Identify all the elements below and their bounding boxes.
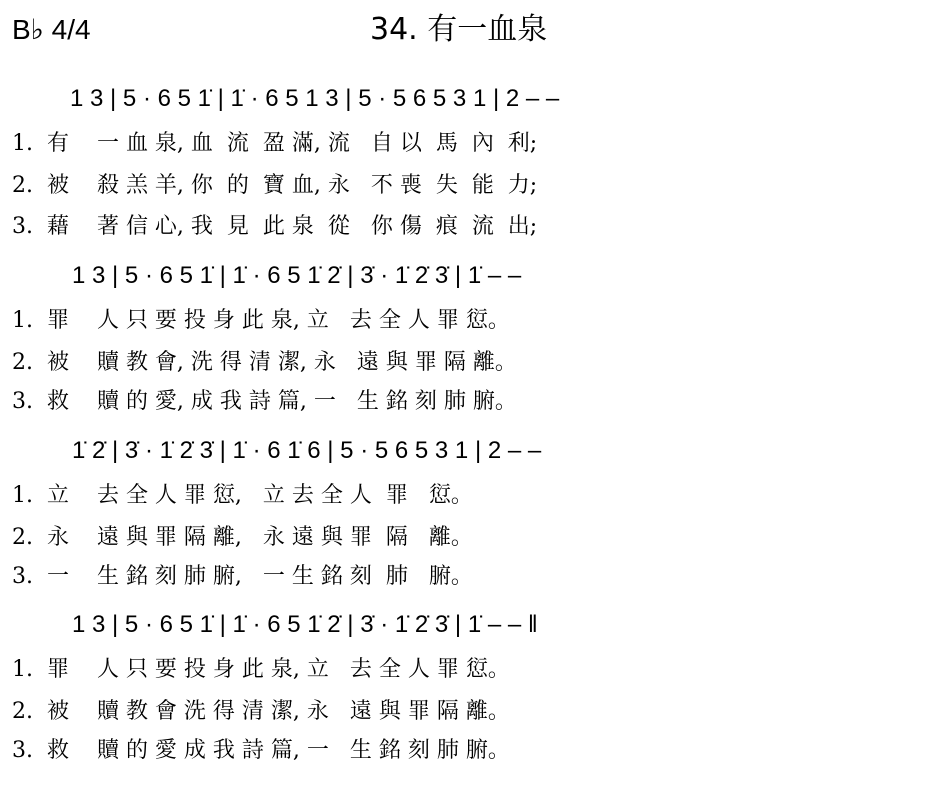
hymn-title: 34. 有一血泉 <box>370 12 548 47</box>
lyric-line-s3-v1: 1. 立 去 全 人 罪 愆, 立 去 全 人 罪 愆。 <box>12 483 473 508</box>
lyric-line-s3-v3: 3. 一 生 銘 刻 肺 腑, 一 生 銘 刻 肺 腑。 <box>12 564 473 589</box>
notation-system-1: 1 3 | 5 · 6 5 1̇ | 1̇ · 6 5 1 3 | 5 · 5 6 5 3 1 | 2 – – <box>70 85 560 112</box>
lyric-line-s2-v2: 2. 被 贖 教 會, 洗 得 清 潔, 永 遠 與 罪 隔 離。 <box>12 350 517 375</box>
lyric-line-s1-v2: 2. 被 殺 羔 羊, 你 的 寶 血, 永 不 喪 失 能 力; <box>12 173 538 198</box>
key-time-signature: B♭ 4/4 <box>12 14 91 45</box>
notation-system-3: 1̇ 2̇ | 3̇ · 1̇ 2̇ 3̇ | 1̇ · 6 1̇ 6 | 5 · 5 6 5 3 1 | 2 – – <box>72 437 542 464</box>
notation-system-4: 1 3 | 5 · 6 5 1̇ | 1̇ · 6 5 1̇ 2̇ | 3̇ · 1̇ 2̇ 3̇ | 1̇ – – ‖ <box>72 611 538 638</box>
lyric-line-s4-v2: 2. 被 贖 教 會 洗 得 清 潔, 永 遠 與 罪 隔 離。 <box>12 699 510 724</box>
lyric-line-s4-v3: 3. 救 贖 的 愛 成 我 詩 篇, 一 生 銘 刻 肺 腑。 <box>12 738 510 763</box>
lyric-line-s2-v1: 1. 罪 人 只 要 投 身 此 泉, 立 去 全 人 罪 愆。 <box>12 308 510 333</box>
lyric-line-s4-v1: 1. 罪 人 只 要 投 身 此 泉, 立 去 全 人 罪 愆。 <box>12 657 510 682</box>
lyric-line-s1-v1: 1. 有 一 血 泉, 血 流 盈 滿, 流 自 以 馬 內 利; <box>12 131 538 156</box>
lyric-line-s2-v3: 3. 救 贖 的 愛, 成 我 詩 篇, 一 生 銘 刻 肺 腑。 <box>12 389 517 414</box>
lyric-line-s3-v2: 2. 永 遠 與 罪 隔 離, 永 遠 與 罪 隔 離。 <box>12 525 473 550</box>
notation-system-2: 1 3 | 5 · 6 5 1̇ | 1̇ · 6 5 1̇ 2̇ | 3̇ · 1̇ 2̇ 3̇ | 1̇ – – <box>72 262 522 289</box>
lyric-line-s1-v3: 3. 藉 著 信 心, 我 見 此 泉 從 你 傷 痕 流 出; <box>12 214 538 239</box>
